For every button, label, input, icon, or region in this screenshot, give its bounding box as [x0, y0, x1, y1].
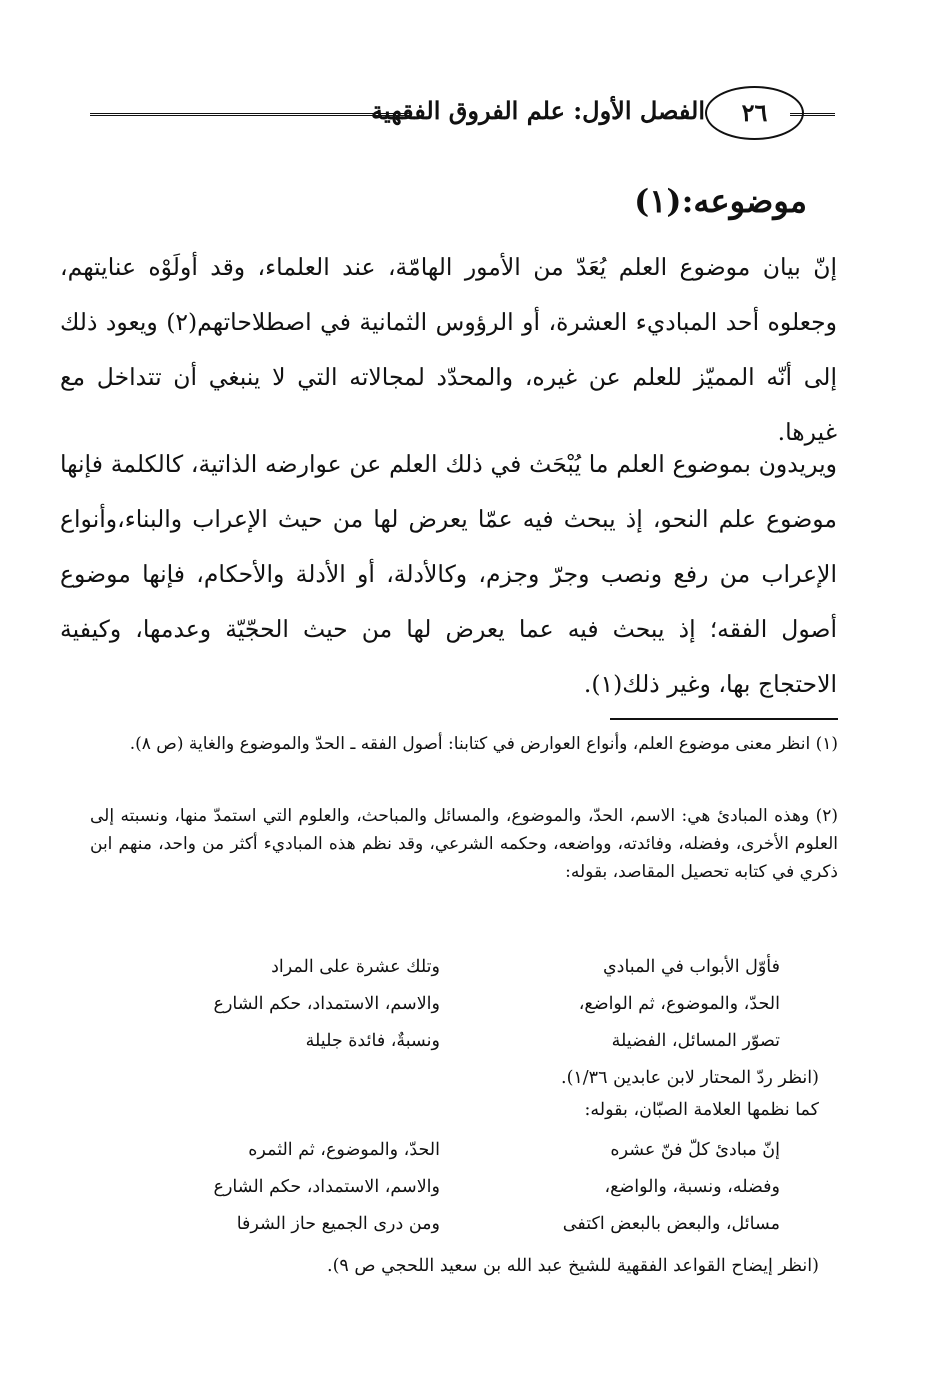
paragraph-1: إنّ بيان موضوع العلم يُعَدّ من الأمور الهامّة، عند العلماء، وقد أولَوْه عنايتهم، وجعلوه أحد المباديء العشرة، أو الرؤوس الثمانية في اصطلاحاتهم(٢) ويعود ذلك إلى أنّه المميّز للعلم عن غيره، والمحدّد لمجالاته التي لا ينبغي أن تتداخل مع غيرها.	[60, 253, 838, 446]
header-rule-left	[90, 113, 410, 116]
poem-verse	[150, 1214, 780, 1251]
verse-first-hemistich: مسائل، والبعض بالبعض اكتفى	[562, 1214, 780, 1234]
verse-second-hemistich: ونسبةٌ، فائدة جليلة	[305, 1031, 440, 1051]
verse-second-hemistich: ومن درى الجميع حاز الشرفا	[236, 1214, 440, 1234]
poem-sabban	[150, 1140, 780, 1251]
footnote-separator	[610, 718, 838, 720]
verse-first-hemistich: فأوّل الأبواب في المبادي	[602, 957, 780, 977]
chapter-title: الفصل الأول: علم الفروق الفقهية	[370, 96, 705, 125]
verse-second-hemistich: الحدّ، والموضوع، ثم الثمره	[248, 1140, 440, 1160]
poem-intro-2: كما نظمها العلامة الصبّان، بقوله:	[584, 1100, 819, 1120]
verse-first-hemistich: إنّ مبادئ كلّ فنّ عشره	[610, 1140, 780, 1160]
verse-second-hemistich: وتلك عشرة على المراد	[271, 957, 440, 977]
verse-first-hemistich: تصوّر المسائل، الفضيلة	[611, 1031, 780, 1051]
poem-verse	[150, 1031, 780, 1068]
verse-first-hemistich: وفضله، ونسبة، والواضع،	[604, 1177, 780, 1197]
verse-second-hemistich: والاسم، الاستمداد، حكم الشارع	[213, 994, 440, 1014]
footnote-1: (١) انظر معنى موضوع العلم، وأنواع العوارض في كتابنا: أصول الفقه ـ الحدّ والموضوع والغاية (ص ٨).	[129, 734, 838, 754]
paragraph-2: ويريدون بموضوع العلم ما يُبْحَث في ذلك العلم عن عوارضه الذاتية، كالكلمة فإنها موضوع علم النحو، إذ يبحث فيه عمّا يعرض لها من حيث الإعراب والبناء،وأنواع الإعراب من رفع ونصب وجرّ وجزم، وكالأدلة، أو الأدلة والأحكام، فإنها موضوع أصول الفقه؛ إذ يبحث فيه عما يعرض لها من حيث الحجّيّة وعدمها، وكيفية الاحتجاج بها، وغير ذلك(١).	[60, 450, 837, 698]
footnote-2: (٢) وهذه المبادئ هي: الاسم، الحدّ، والموضوع، والمسائل والمباحث، والعلوم التي استمدّ منها، ونسبته إلى العلوم الأخرى، وفضله، وفائدته، وواضعه، وحكمه الشرعي، وقد نظم هذه المباديء أكثر من واحد، منهم ابن ذكري في كتابه تحصيل المقاصد، بقوله:	[90, 806, 838, 882]
poem-source-1: (انظر ردّ المحتار لابن عابدين ١/٣٦).	[561, 1068, 819, 1088]
poem-source-2: (انظر إيضاح القواعد الفقهية للشيخ عبد الله بن سعيد اللحجي ص ٩).	[327, 1256, 819, 1276]
verse-second-hemistich: والاسم، الاستمداد، حكم الشارع	[213, 1177, 440, 1197]
poem-verse	[150, 994, 780, 1031]
poem-verse	[150, 1140, 780, 1177]
verse-first-hemistich: الحدّ، والموضوع، ثم الواضع،	[578, 994, 780, 1014]
poem-ibn-dhakri	[150, 957, 780, 1068]
header-rule-right	[790, 113, 835, 116]
poem-verse	[150, 957, 780, 994]
page-number: ٢٦	[705, 86, 804, 140]
poem-verse	[150, 1177, 780, 1214]
section-heading: موضوعه:(١)	[634, 182, 807, 220]
